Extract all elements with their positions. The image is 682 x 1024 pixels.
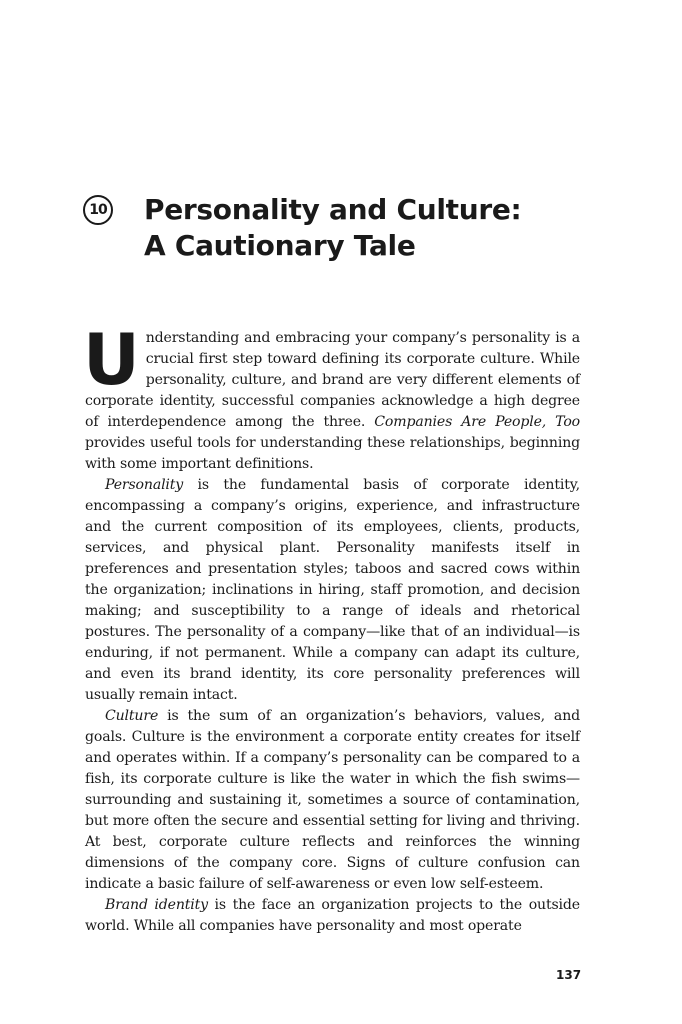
chapter-title-line-2: A Cautionary Tale bbox=[144, 229, 416, 262]
paragraph-personality bbox=[85, 475, 580, 706]
chapter-title-line-1: Personality and Culture: bbox=[144, 193, 522, 226]
page-number: 137 bbox=[556, 968, 582, 982]
book-title: Companies Are People, Too bbox=[374, 414, 580, 430]
chapter-number-badge bbox=[83, 195, 113, 225]
paragraph-brand-identity bbox=[85, 895, 580, 937]
paragraph-brand-identity-text: is the face an organization projects to the outside world. While all companies have personality and most operate bbox=[85, 897, 580, 934]
paragraph-culture bbox=[85, 706, 580, 895]
chapter-number: 10 bbox=[89, 202, 107, 218]
term-culture: Culture bbox=[105, 708, 159, 724]
paragraph-culture-text: is the sum of an organization’s behaviors, values, and goals. Culture is the environment a corporate entity creates for itself and operates within. If a company’s personality can be compared to a fish, its corporate culture is like the water in which the fish swims—surrounding and sustaining it, sometimes a source of contamination, but more often the secure and essential setting for living and thriving. At best, corporate culture reflects and reinforces the winning dimensions of the company core. Signs of culture confusion can indicate a basic failure of self-awareness or even low self-esteem. bbox=[85, 708, 580, 892]
paragraph-1 bbox=[83, 319, 580, 475]
body-text bbox=[83, 319, 580, 937]
paragraph-personality-text: is the fundamental basis of corporate identity, encompassing a company’s origins, experience, and infrastructure and the current composition of its employees, clients, products, services, and physical plant. Personality manifests itself in preferences and presentation styles; taboos and sacred cows within the organization; inclinations in hiring, staff promotion, and decision making; and susceptibility to a range of ideals and rhetorical postures. The personality of a company—like that of an individual—is enduring, if not permanent. While a company can adapt its culture, and even its brand identity, its core personality preferences will usually remain intact. bbox=[85, 477, 580, 703]
paragraph-1-text-a: nderstanding and embracing your company’s personality is a crucial first step toward defining its corporate culture. While personality, culture, and brand are very different elements of corporate identity, successful companies acknowledge a high degree of interdependence among the three. bbox=[85, 330, 580, 430]
drop-cap: U bbox=[83, 319, 140, 401]
term-brand-identity: Brand identity bbox=[105, 897, 208, 913]
chapter-title bbox=[144, 192, 521, 264]
term-personality: Personality bbox=[105, 477, 184, 493]
paragraph-1-text-b: provides useful tools for understanding these relationships, beginning with some important definitions. bbox=[85, 435, 580, 472]
